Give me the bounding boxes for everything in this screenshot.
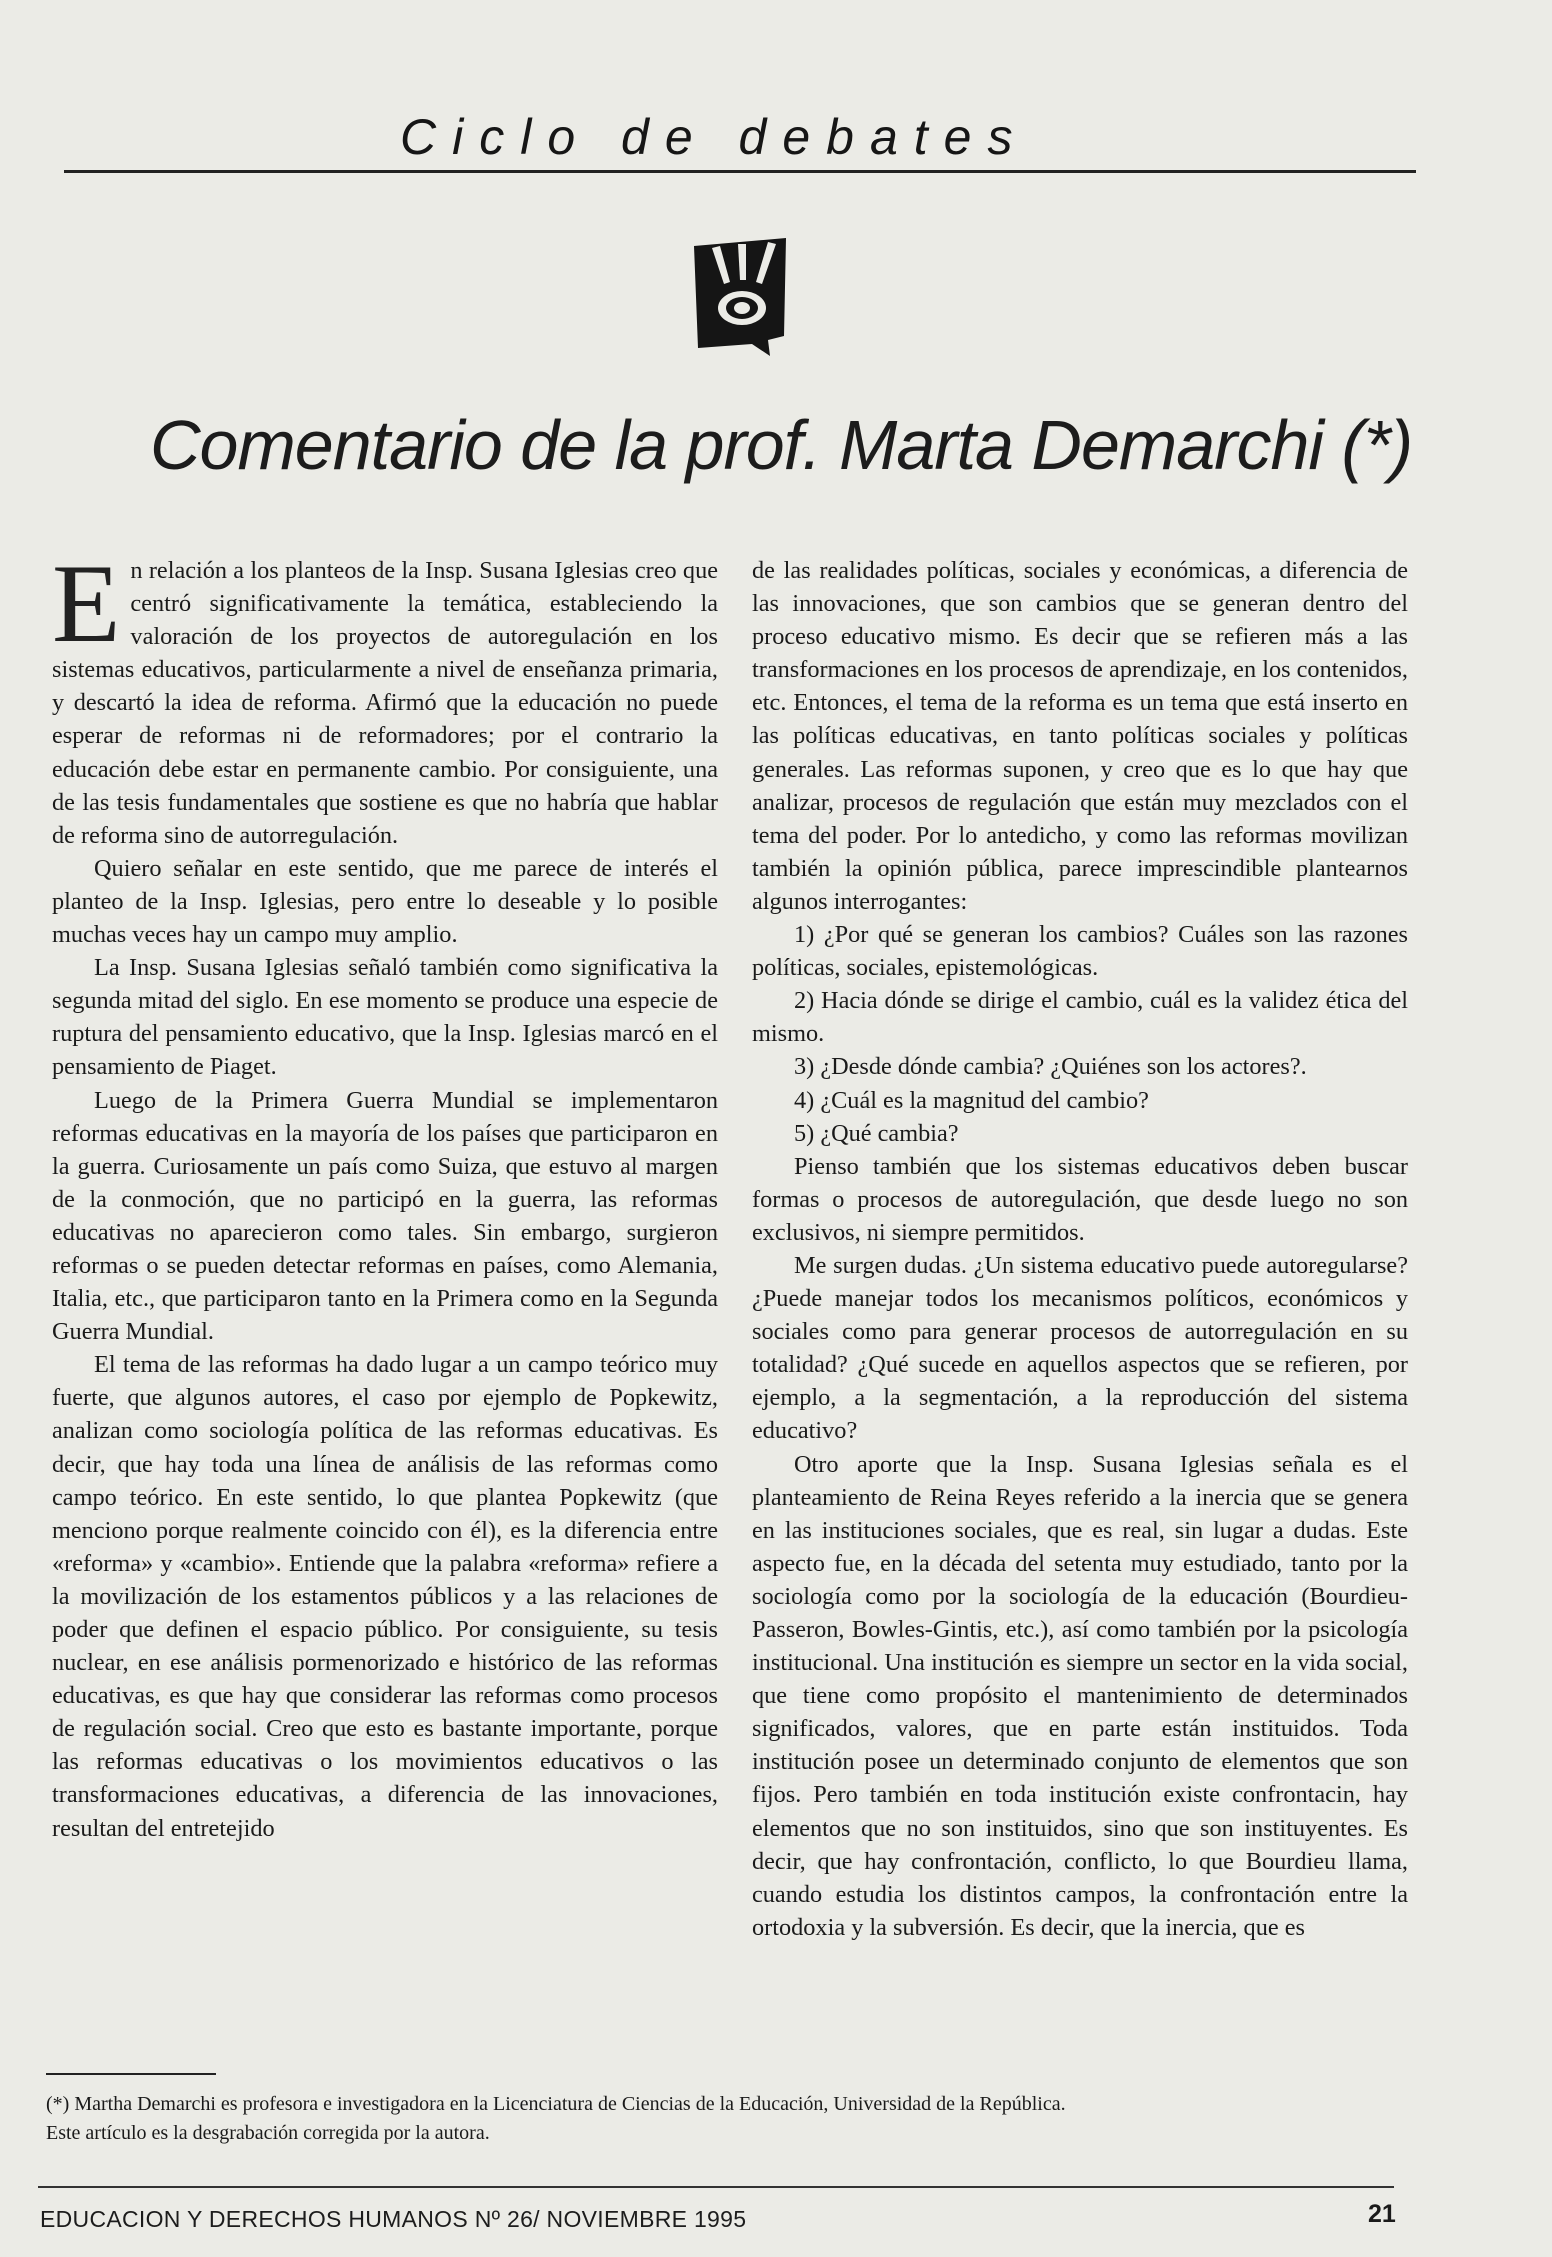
drop-cap: E — [52, 542, 121, 666]
question-item: 5) ¿Qué cambia? — [794, 1119, 959, 1147]
article-title: Comentario de la prof. Marta Demarchi (*) — [150, 406, 1413, 484]
question-item: 1) ¿Por qué se generan los cambios? Cuáles son las razones políticas, sociales, epistemológicas. — [752, 921, 1408, 982]
header-rule — [64, 170, 1416, 173]
question-item: 4) ¿Cuál es la magnitud del cambio? — [794, 1086, 1149, 1114]
left-column — [52, 542, 718, 1845]
question-item: 2) Hacia dónde se dirige el cambio, cuál es la validez ética del mismo. — [752, 987, 1408, 1048]
question-item: 3) ¿Desde dónde cambia? ¿Quiénes son los actores?. — [794, 1053, 1307, 1081]
paragraph: Otro aporte que la Insp. Susana Iglesias señala es el planteamiento de Reina Reyes referido a la inercia que se genera en las instituciones sociales, que es real, sin lugar a dudas. Este aspecto fue, en la década del setenta muy estudiado, tanto por la sociología como por la sociología de la educación (Bourdieu-Passeron, Bowles-Gintis, etc.), así como también por la psicología institucional. Una institución es siempre un sector en la vida social, que tiene como propósito el mantenimiento de determinados significados, valores, que en parte están instituidos. Toda institución posee un determinado conjunto de elementos que son fijos. Pero también en toda institución existe confrontacin, hay elementos que no son instituidos, sino que son instituyentes. Es decir, que hay confrontación, conflicto, lo que Bourdieu llama, cuando estudia los distintos campos, la confrontación entre la ortodoxia y la subversión. Es decir, que la inercia, que es — [752, 1450, 1408, 1941]
footnote — [46, 2090, 1346, 2148]
page-number: 21 — [1368, 2200, 1396, 2228]
section-title: Ciclo de debates — [400, 109, 1029, 165]
paragraph: El tema de las reformas ha dado lugar a un campo teórico muy fuerte, que algunos autores, el caso por ejemplo de Popkewitz, analizan como sociología política de las reformas educativas. Es decir, que hay toda una línea de análisis de las reformas como campo teórico. En este sentido, lo que plantea Popkewitz (que menciono porque realmente coincido con él), es la diferencia entre «reforma» y «cambio». Entiende que la palabra «reforma» refiere a la movilización de los estamentos públicos y a las relaciones de poder que definen el espacio público. Por consiguiente, su tesis nuclear, en ese análisis pormenorizado e histórico de las reformas educativas, es que hay que considerar las reformas como procesos de regulación social. Creo que esto es bastante importante, porque las reformas educativas o los movimientos educativos o las transformaciones educativas, a diferencia de las innovaciones, resultan del entretejido — [52, 1351, 718, 1842]
paragraph: Luego de la Primera Guerra Mundial se implementaron reformas educativas en la mayoría de los países que participaron en la guerra. Curiosamente un país como Suiza, que estuvo al margen de la conmoción, que no participó en la guerra, las reformas educativas no aparecieron como tales. Sin embargo, surgieron reformas o se pueden detectar reformas en países, como Alemania, Italia, etc., que participaron tanto en la Primera como en la Segunda Guerra Mundial. — [52, 1086, 718, 1346]
footnote-rule — [46, 2073, 216, 2075]
footer-rule — [38, 2186, 1394, 2188]
publication-footer: EDUCACION Y DERECHOS HUMANOS Nº 26/ NOVIEMBRE 1995 — [40, 2206, 747, 2232]
paragraph: La Insp. Susana Iglesias señaló también como significativa la segunda mitad del siglo. En ese momento se produce una especie de ruptura del pensamiento educativo, que la Insp. Iglesias marcó en el pensamiento de Piaget. — [52, 954, 718, 1081]
debate-logo-icon — [690, 238, 790, 378]
paragraph: Me surgen dudas. ¿Un sistema educativo puede autoregularse? ¿Puede manejar todos los mecanismos políticos, económicos y sociales como para generar procesos de autorregulación en su totalidad? ¿Qué sucede en aquellos aspectos que se refieren, por ejemplo, a la segmentación, a la reproducción del sistema educativo? — [752, 1251, 1408, 1445]
paragraph: de las realidades políticas, sociales y económicas, a diferencia de las innovaciones, que son cambios que se generan dentro del proceso educativo mismo. Es decir que se refieren más a las transformaciones en los procesos de aprendizaje, en los contenidos, etc. Entonces, el tema de la reforma es un tema que está inserto en las políticas educativas, en tanto políticas sociales y políticas generales. Las reformas suponen, y creo que es lo que hay que analizar, procesos de regulación que están muy mezclados con el tema del poder. Por lo antedicho, y como las reformas movilizan también la opinión pública, parece imprescindible plantearnos algunos interrogantes: — [752, 557, 1408, 915]
footnote-line: Este artículo es la desgrabación corregida por la autora. — [46, 2122, 490, 2144]
paragraph: En relación a los planteos de la Insp. Susana Iglesias creo que centró significativamente la temática, estableciendo la valoración de los proyectos de autoregulación en los sistemas educativos, particularmente a nivel de enseñanza primaria, y descartó la idea de reforma. Afirmó que la educación no puede esperar de reformas ni de reformadores; por el contrario la educación debe estar en permanente cambio. Por consiguiente, una de las tesis fundamentales que sostiene es que no habría que hablar de reforma sino de autorregulación. — [52, 542, 718, 849]
right-column — [752, 554, 1408, 1944]
footnote-line: (*) Martha Demarchi es profesora e investigadora en la Licenciatura de Ciencias de la Educación, Universidad de la República. — [46, 2093, 1066, 2115]
paragraph: Quiero señalar en este sentido, que me parece de interés el planteo de la Insp. Iglesias, pero entre lo deseable y lo posible muchas veces hay un campo muy amplio. — [52, 854, 718, 949]
paragraph: Pienso también que los sistemas educativos deben buscar formas o procesos de autoregulación, que desde luego no son exclusivos, ni siempre permitidos. — [752, 1152, 1408, 1246]
